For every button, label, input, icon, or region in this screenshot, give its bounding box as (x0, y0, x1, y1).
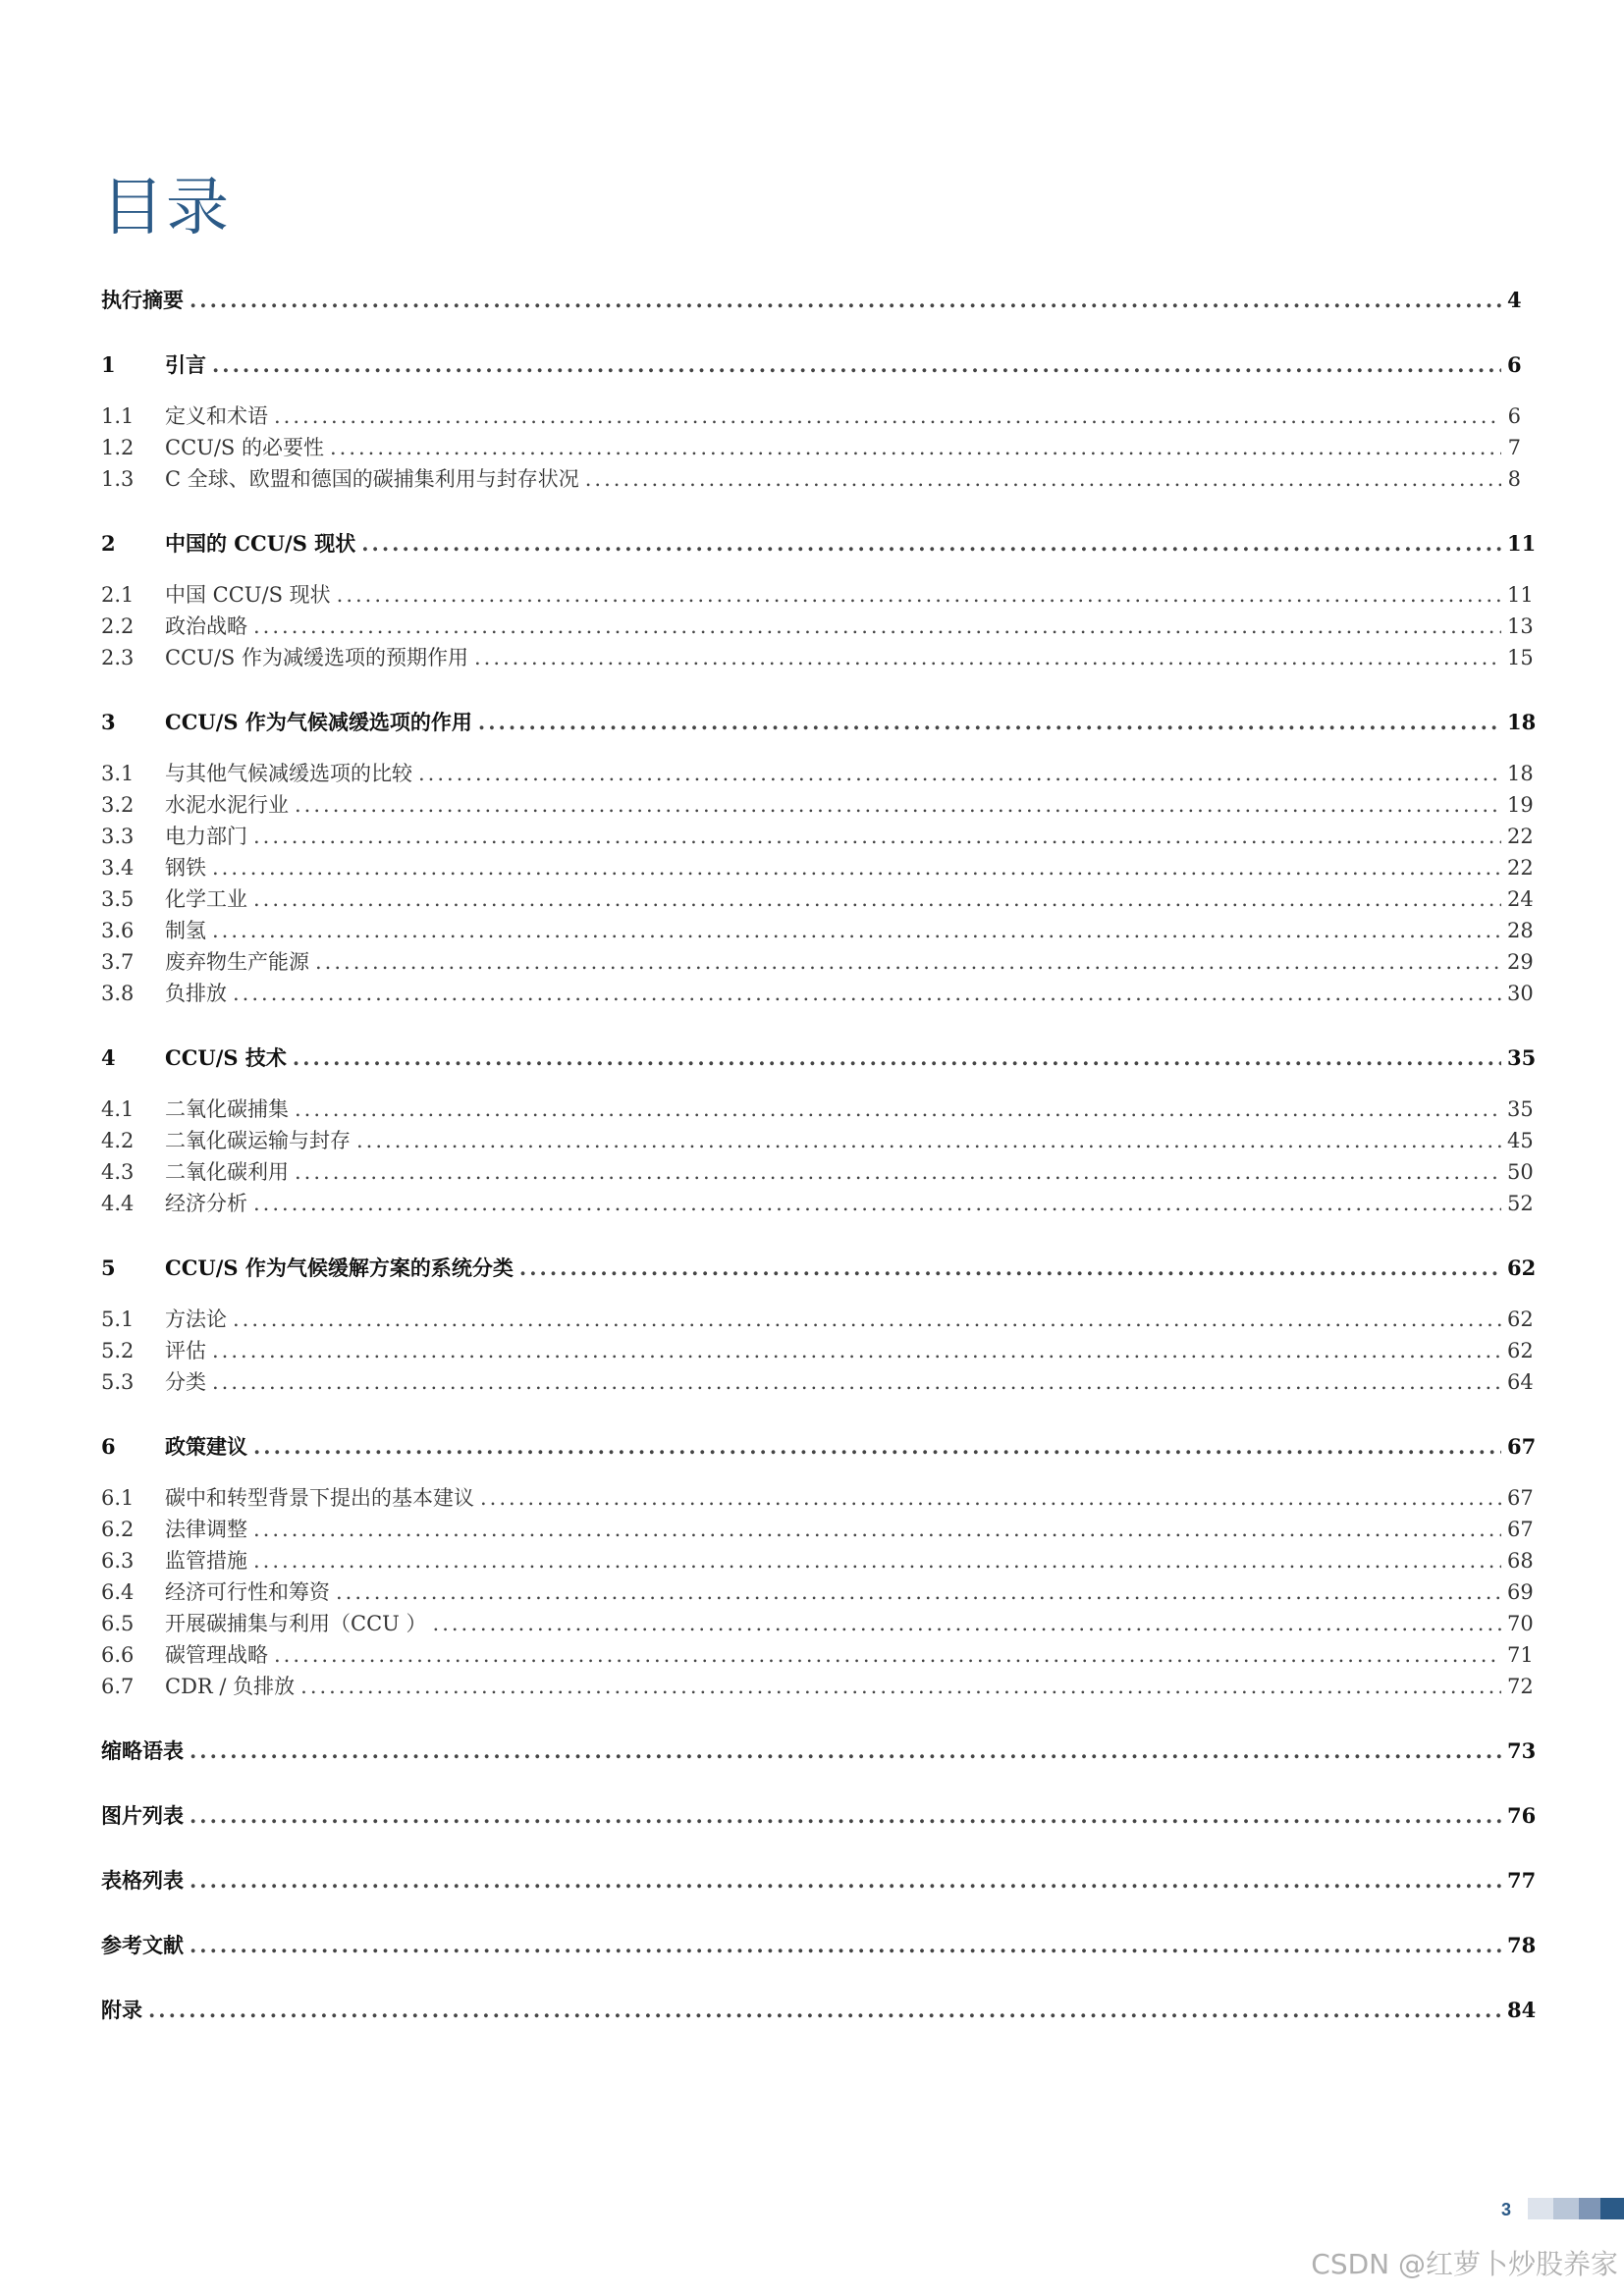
toc-label: 水泥水泥行业 (165, 793, 289, 817)
toc-label: 经济可行性和筹资 (165, 1580, 330, 1604)
toc-label: C 全球、欧盟和德国的碳捕集利用与封存状况 (165, 467, 579, 491)
toc-label: 二氧化碳利用 (165, 1160, 289, 1184)
toc-entry-appendix[interactable] (101, 1995, 1537, 2026)
toc-section-3-6[interactable] (101, 915, 1534, 946)
watermark: CSDN @红萝卜炒股养家 (1311, 2248, 1618, 2280)
toc-section-5-2[interactable] (101, 1335, 1534, 1366)
toc-label: 法律调整 (165, 1518, 247, 1541)
toc-number: 3 (101, 710, 116, 734)
toc-page-number: 52 (1507, 1192, 1534, 1215)
toc-page-number: 77 (1507, 1868, 1537, 1893)
footer-bar-segment (1600, 2198, 1624, 2219)
toc-number: 3.7 (101, 950, 135, 974)
toc-label: 参考文献 (101, 1933, 184, 1957)
toc-page-number: 15 (1507, 646, 1534, 669)
toc-label: 电力部门 (165, 825, 247, 848)
toc-label: 附录 (101, 1998, 142, 2022)
toc-page-number: 62 (1507, 1339, 1534, 1362)
toc-entry-exec-summary[interactable] (101, 285, 1521, 316)
toc-label: 表格列表 (101, 1868, 184, 1893)
page-title: 目录 (101, 172, 231, 244)
toc-entry-figures[interactable] (101, 1800, 1537, 1832)
toc-page-number: 45 (1507, 1129, 1534, 1152)
toc-page-number: 62 (1507, 1255, 1537, 1280)
toc-label: 废弃物生产能源 (165, 950, 309, 974)
toc-section-2-3[interactable] (101, 642, 1534, 673)
toc-number: 3.2 (101, 793, 135, 817)
toc-section-2-2[interactable] (101, 611, 1534, 642)
toc-section-6-4[interactable] (101, 1576, 1534, 1608)
toc-entry-abbreviations[interactable] (101, 1735, 1537, 1767)
toc-number: 2 (101, 531, 116, 556)
toc-chapter-5[interactable] (101, 1253, 1537, 1284)
toc-page-number: 18 (1507, 762, 1534, 785)
toc-chapter-3[interactable] (101, 707, 1537, 738)
toc-number: 5.3 (101, 1370, 135, 1394)
toc-chapter-6[interactable] (101, 1431, 1537, 1463)
toc-section-2-1[interactable] (101, 579, 1534, 611)
toc-entry-references[interactable] (101, 1930, 1537, 1961)
toc-label: 政策建议 (165, 1434, 247, 1459)
toc-entry-tables[interactable] (101, 1865, 1537, 1896)
toc-number: 1.3 (101, 467, 135, 491)
toc-number: 3.4 (101, 856, 135, 880)
toc-page-number: 84 (1507, 1998, 1537, 2022)
toc-number: 1 (101, 352, 116, 377)
toc-page-number: 71 (1507, 1643, 1534, 1667)
toc-number: 5.2 (101, 1339, 135, 1362)
footer-bar-segment (1579, 2198, 1600, 2219)
toc-label: 监管措施 (165, 1549, 247, 1573)
toc-page-number: 29 (1507, 950, 1534, 974)
toc-section-4-1[interactable] (101, 1094, 1534, 1125)
toc-number: 4 (101, 1045, 116, 1070)
toc-page-number: 72 (1507, 1675, 1534, 1698)
toc-number: 4.1 (101, 1097, 135, 1121)
toc-label: CCU/S 作为减缓选项的预期作用 (165, 646, 468, 669)
toc-page-number: 18 (1507, 710, 1537, 734)
toc-section-6-1[interactable] (101, 1482, 1534, 1514)
toc-number: 3.5 (101, 887, 135, 911)
toc-page-number: 4 (1507, 288, 1522, 312)
toc-label: 分类 (165, 1370, 206, 1394)
toc-page-number: 35 (1507, 1045, 1537, 1070)
toc-number: 1.1 (101, 404, 135, 428)
toc-page-number: 7 (1507, 436, 1521, 459)
toc-section-5-3[interactable] (101, 1366, 1534, 1398)
toc-page-number: 13 (1507, 614, 1534, 638)
toc-number: 6.5 (101, 1612, 135, 1635)
toc-number: 4.3 (101, 1160, 135, 1184)
toc-section-3-3[interactable] (101, 821, 1534, 852)
toc-number: 2.3 (101, 646, 135, 669)
toc-label: 中国的 CCU/S 现状 (165, 531, 356, 556)
table-of-contents (101, 285, 1537, 2026)
toc-label: CCU/S 作为气候缓解方案的系统分类 (165, 1255, 514, 1280)
toc-section-4-3[interactable] (101, 1156, 1534, 1188)
toc-page-number: 73 (1507, 1738, 1537, 1763)
toc-page-number: 19 (1507, 793, 1534, 817)
toc-section-3-5[interactable] (101, 883, 1534, 915)
toc-label: 方法论 (165, 1308, 227, 1331)
toc-number: 4.2 (101, 1129, 135, 1152)
toc-number: 6.1 (101, 1486, 135, 1510)
toc-label: 引言 (165, 352, 206, 377)
toc-section-1-3[interactable] (101, 463, 1521, 495)
toc-number: 6.3 (101, 1549, 135, 1573)
toc-label: 经济分析 (165, 1192, 247, 1215)
toc-label: 与其他气候减缓选项的比较 (165, 762, 412, 785)
toc-section-5-1[interactable] (101, 1304, 1534, 1335)
toc-label: 开展碳捕集与利用（CCU ） (165, 1612, 427, 1635)
toc-page-number: 76 (1507, 1803, 1537, 1828)
toc-page-number: 67 (1507, 1434, 1537, 1459)
toc-label: 执行摘要 (101, 288, 184, 312)
toc-label: 政治战略 (165, 614, 247, 638)
toc-section-6-7[interactable] (101, 1671, 1534, 1702)
toc-chapter-4[interactable] (101, 1042, 1537, 1074)
toc-section-3-1[interactable] (101, 758, 1534, 789)
toc-number: 2.2 (101, 614, 135, 638)
toc-section-6-5[interactable] (101, 1608, 1534, 1639)
toc-page-number: 22 (1507, 825, 1534, 848)
toc-page-number: 67 (1507, 1486, 1534, 1510)
toc-number: 2.1 (101, 583, 135, 607)
toc-number: 6 (101, 1434, 116, 1459)
toc-label: 碳管理战略 (165, 1643, 268, 1667)
toc-label: 定义和术语 (165, 404, 268, 428)
toc-number: 5 (101, 1255, 116, 1280)
toc-label: CCU/S 作为气候减缓选项的作用 (165, 710, 472, 734)
toc-page-number: 35 (1507, 1097, 1534, 1121)
footer-page-number: 3 (1501, 2200, 1512, 2219)
toc-label: CDR / 负排放 (165, 1675, 296, 1698)
toc-label: 二氧化碳运输与封存 (165, 1129, 351, 1152)
toc-label: 钢铁 (165, 856, 206, 880)
toc-label: 缩略语表 (101, 1738, 184, 1763)
toc-section-3-4[interactable] (101, 852, 1534, 883)
footer-bar-segment (1553, 2198, 1579, 2219)
toc-page-number: 78 (1507, 1933, 1537, 1957)
toc-page-number: 11 (1507, 531, 1537, 556)
toc-page-number: 30 (1507, 982, 1534, 1005)
toc-page-number: 64 (1507, 1370, 1534, 1394)
toc-number: 6.6 (101, 1643, 135, 1667)
toc-number: 6.7 (101, 1675, 135, 1698)
toc-label: 图片列表 (101, 1803, 184, 1828)
toc-label: 负排放 (165, 982, 227, 1005)
toc-label: 碳中和转型背景下提出的基本建议 (165, 1486, 474, 1510)
toc-section-4-4[interactable] (101, 1188, 1534, 1219)
toc-label: 评估 (165, 1339, 206, 1362)
toc-page-number: 11 (1507, 583, 1534, 607)
toc-page-number: 67 (1507, 1518, 1534, 1541)
toc-page-number: 8 (1507, 467, 1521, 491)
toc-section-4-2[interactable] (101, 1125, 1534, 1156)
toc-label: 制氢 (165, 919, 206, 942)
toc-page-number: 22 (1507, 856, 1534, 880)
toc-page-number: 68 (1507, 1549, 1534, 1573)
toc-label: 中国 CCU/S 现状 (165, 583, 331, 607)
toc-page-number: 28 (1507, 919, 1534, 942)
toc-label: 二氧化碳捕集 (165, 1097, 289, 1121)
toc-number: 3.6 (101, 919, 135, 942)
toc-page-number: 24 (1507, 887, 1534, 911)
toc-section-6-3[interactable] (101, 1545, 1534, 1576)
toc-section-3-8[interactable] (101, 978, 1534, 1009)
toc-number: 6.4 (101, 1580, 135, 1604)
toc-number: 3.1 (101, 762, 135, 785)
toc-number: 3.8 (101, 982, 135, 1005)
toc-section-6-6[interactable] (101, 1639, 1534, 1671)
toc-label: CCU/S 的必要性 (165, 436, 324, 459)
toc-section-3-7[interactable] (101, 946, 1534, 978)
toc-section-6-2[interactable] (101, 1514, 1534, 1545)
toc-page-number: 69 (1507, 1580, 1534, 1604)
toc-chapter-1[interactable] (101, 349, 1521, 381)
toc-chapter-2[interactable] (101, 528, 1537, 560)
toc-page-number: 6 (1507, 404, 1521, 428)
toc-label: 化学工业 (165, 887, 247, 911)
toc-number: 6.2 (101, 1518, 135, 1541)
toc-page-number: 6 (1507, 352, 1522, 377)
toc-section-1-1[interactable] (101, 400, 1521, 432)
toc-number: 4.4 (101, 1192, 135, 1215)
toc-number: 1.2 (101, 436, 135, 459)
footer-bar-segment (1528, 2198, 1553, 2219)
toc-number: 5.1 (101, 1308, 135, 1331)
toc-section-1-2[interactable] (101, 432, 1521, 463)
toc-page-number: 50 (1507, 1160, 1534, 1184)
toc-label: CCU/S 技术 (165, 1045, 287, 1070)
toc-page-number: 62 (1507, 1308, 1534, 1331)
toc-number: 3.3 (101, 825, 135, 848)
toc-page-number: 70 (1507, 1612, 1534, 1635)
toc-section-3-2[interactable] (101, 789, 1534, 821)
